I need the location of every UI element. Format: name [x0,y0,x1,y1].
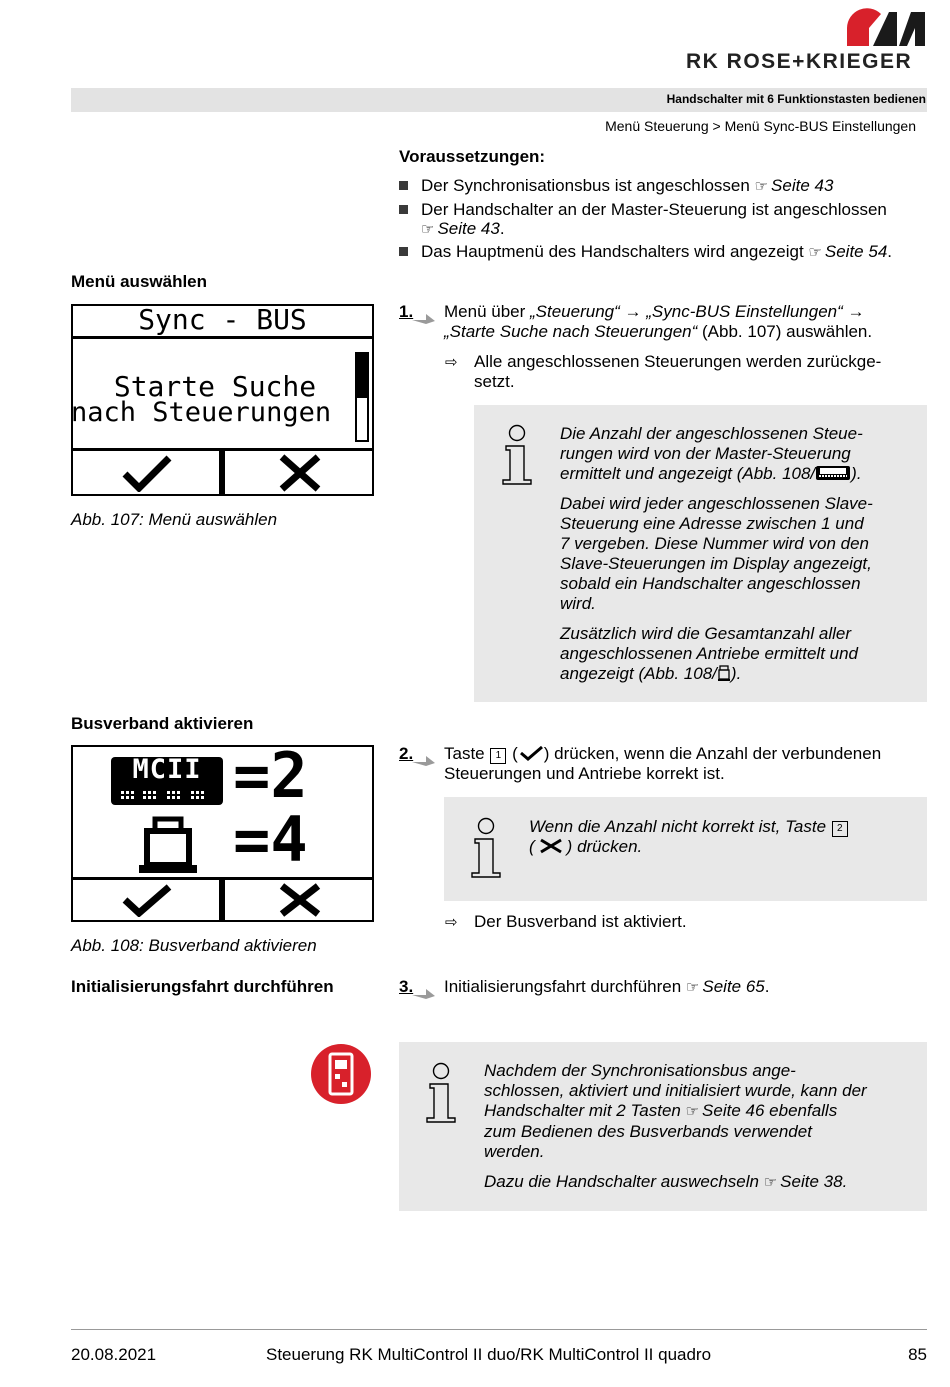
info-line [484,1172,867,1193]
mc2-controller-icon [815,465,851,481]
info-line: werden. [484,1142,545,1161]
key-badge: 1 [490,748,506,764]
page-link[interactable]: Seite 46 [702,1101,765,1120]
info-line: Dabei wird jeder angeschlossenen Slave- [560,494,873,513]
step-number: 3. [399,977,414,996]
hand-pointer-icon: ☞ [754,178,769,195]
handset-badge-icon [310,1043,372,1105]
prereq-text: Das Hauptmenü des Handschalters wird angezeigt [421,242,809,261]
lcd-button-divider [219,877,225,920]
info-line-part: Wenn die Anzahl nicht korrekt ist, Taste [529,817,831,836]
step-mid: drücken, wenn die Anzahl der verbundenen [549,744,882,763]
menu-path: „Starte Suche nach Steuerungen“ [444,322,698,341]
info-line: Zusätzlich wird die Gesamtanzahl aller [560,624,852,643]
hand-pointer-icon: ☞ [685,1103,700,1120]
cross-icon [535,838,567,854]
lcd-bus-display [71,739,374,922]
lcd-line1: Starte Suche [113,370,317,403]
info-line: Die Anzahl der angeschlossenen Steue- [560,424,863,443]
page-link[interactable]: Seite 43 [437,219,500,238]
result-text: Der Busverband ist aktiviert. [474,912,687,931]
info-line: schlossen, aktiviert und initialisiert wurde, kann der [484,1081,867,1100]
prereq-text: Der Handschalter an der Master-Steuerung ist angeschlossen [421,200,887,219]
info-line-part: ). [730,664,742,683]
info-text [529,817,849,857]
info-icon [422,1062,460,1124]
drive-icon [137,815,199,875]
info-line [484,1101,867,1122]
check-icon[interactable] [121,454,173,492]
hand-pointer-icon: ☞ [421,221,435,238]
section-heading-bus: Busverband aktivieren [71,714,254,733]
page-link[interactable]: Seite 54 [824,242,888,261]
prereq-item-cont [421,219,505,240]
info-line-part: Dazu die Handschalter auswechseln [484,1172,764,1191]
footer-title: Steuerung RK MultiControl II duo/RK MultiControl II quadro [266,1345,712,1364]
info-line: sobald ein Handschalter angeschlossen [560,574,861,593]
info-line-part: Handschalter mit 2 Tasten [484,1101,686,1120]
breadcrumb: Menü Steuerung > Menü Sync-BUS Einstellungen [605,118,916,134]
lcd-controls-count: =2 [233,739,308,812]
info-line: Slave-Steuerungen im Display angezeigt, [560,554,872,573]
section-heading-menu: Menü auswählen [71,272,208,291]
result-arrow-icon: ⇨ [445,914,458,931]
lcd-line2: nach Steuerungen [71,398,332,428]
step-number: 1. [399,302,414,321]
page-link[interactable]: Seite 38 [780,1172,843,1191]
info-line: ( ) drücken. [529,837,643,856]
bullet-icon [399,181,408,190]
check-icon [518,745,544,761]
footer-date: 20.08.2021 [71,1345,157,1364]
info-icon [467,817,505,879]
lcd-mc2-label: MCII [132,754,202,785]
figure-caption-107: Abb. 107: Menü auswählen [71,510,278,529]
prereq-item [399,242,929,263]
menu-path: „Steuerung“ [530,302,620,321]
punct: . [499,219,505,238]
prereq-item [399,200,929,220]
punct: . [764,977,770,996]
bullet-icon [399,205,408,214]
info-line [560,464,920,484]
info-line: 7 vergeben. Diese Nummer wird von den [560,534,869,553]
info-line [560,664,920,684]
cross-icon[interactable] [277,883,323,917]
brand-name: RK ROSE+KRIEGER [686,50,913,73]
page-number: 85 [908,1345,927,1364]
info-text [484,1061,867,1193]
step-text [444,302,930,322]
info-text [560,424,920,684]
info-line-part: . [842,1172,848,1191]
info-line-part: angezeigt (Abb. 108/ [560,664,717,683]
lcd-title: Sync - BUS [138,303,307,336]
figure-caption-108: Abb. 108: Busverband aktivieren [71,936,317,955]
key-badge: 2 [832,821,848,837]
info-line-part: ). [851,464,862,483]
menu-path: „Sync-BUS Einstellungen“ [646,302,843,321]
step-arrow-icon [412,752,436,766]
page-link[interactable]: Seite 43 [771,176,834,195]
lcd-drives-count: =4 [233,803,308,876]
step-text [444,977,770,998]
result-line: setzt. [474,372,515,391]
step-arrow-icon [412,310,436,324]
step-arrow-icon [412,985,436,999]
chapter-title: Handschalter mit 6 Funktionstasten bedienen [666,92,926,106]
prereq-item [399,176,929,197]
info-line: Steuerung eine Adresse zwischen 1 und [560,514,864,533]
info-line: Nachdem der Synchronisationsbus ange- [484,1061,796,1080]
result-line: Alle angeschlossenen Steuerungen werden zurückge- [474,352,882,371]
hand-pointer-icon: ☞ [808,244,822,261]
info-line: zum Bedienen des Busverbands verwendet [484,1122,812,1141]
arrow-glyph: → [624,302,642,321]
info-line [529,817,849,837]
step-post: (Abb. 107) auswählen. [697,322,873,341]
step-text-cont: Steuerungen und Antriebe korrekt ist. [444,764,725,783]
info-line: rungen wird von der Master-Steuerung [560,444,851,463]
step-text: Taste 1 ( ) drücken, wenn die Anzahl der verbundenen [444,744,882,763]
section-heading-init: Initialisierungsfahrt durchführen [71,977,334,996]
prereq-title: Voraussetzungen: [399,147,546,166]
check-icon[interactable] [121,883,173,917]
cross-icon[interactable] [277,454,323,492]
lcd-scrollbar [355,352,369,442]
logo-mark [845,6,929,48]
footer-rule [71,1329,927,1330]
prereq-text: Der Synchronisationsbus ist angeschlossen [421,176,755,195]
hand-pointer-icon: ☞ [763,1174,778,1191]
bullet-icon [399,247,408,256]
page-link[interactable]: Seite 65 [702,977,765,996]
info-icon [498,424,536,486]
hand-pointer-icon: ☞ [685,979,700,996]
step-pre: Taste [444,744,490,763]
info-line-part: drücken. [572,837,643,856]
info-line: angeschlossenen Antriebe ermittelt und [560,644,858,663]
info-line-part: ermittelt und angezeigt (Abb. 108/ [560,464,816,483]
result-text [474,352,881,392]
result-arrow-icon: ⇨ [445,354,458,371]
lcd-menu-display [71,304,374,496]
info-line-part: ebenfalls [764,1101,838,1120]
step-text-cont [444,322,872,342]
lcd-button-divider [219,448,225,494]
punct: . [887,242,893,261]
step-number: 2. [399,744,414,763]
drive-icon [717,665,731,682]
info-line: wird. [560,594,596,613]
step-pre: Menü über [444,302,530,321]
step-pre: Initialisierungsfahrt durchführen [444,977,686,996]
arrow-glyph: → [847,302,865,321]
